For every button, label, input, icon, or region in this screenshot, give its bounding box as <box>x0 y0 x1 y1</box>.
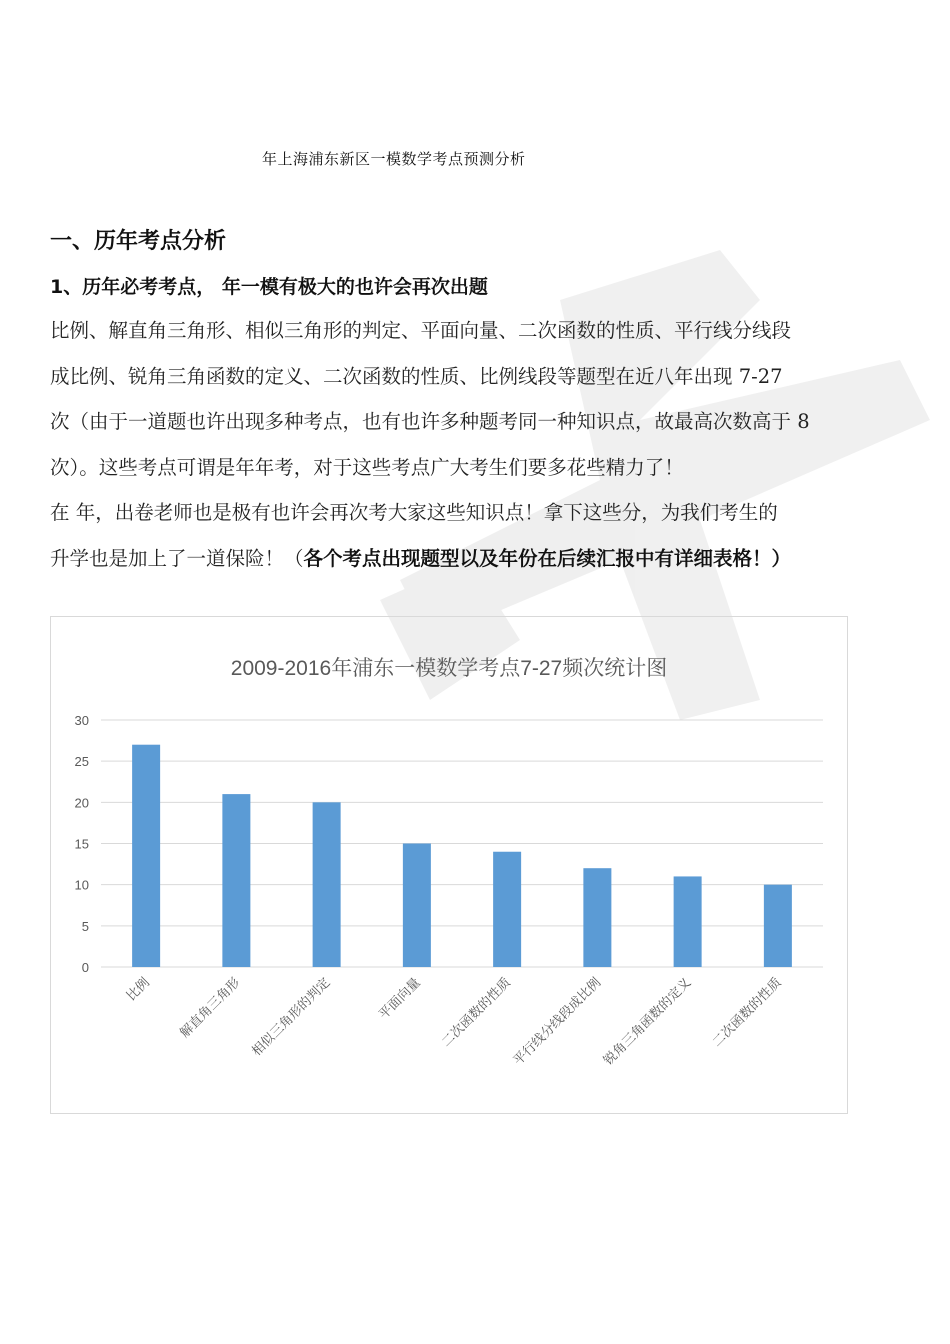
chart-svg <box>51 617 847 1113</box>
bar <box>403 844 431 968</box>
paragraph-exam-points <box>50 308 905 490</box>
paragraph-line: 成比例、锐角三角函数的定义、二次函数的性质、比例线段等题型在近八年出现 7-27 <box>50 364 783 388</box>
bar <box>222 794 250 967</box>
x-category-label: 解直角三角形 <box>177 975 244 1041</box>
x-category-label: 比例 <box>123 975 153 1005</box>
paragraph-line <box>50 536 905 582</box>
y-tick-label: 30 <box>74 713 89 728</box>
y-tick-label: 5 <box>81 918 89 934</box>
bar-chart <box>50 616 848 1114</box>
document-title: 年上海浦东新区一模数学考点预测分析 <box>262 150 526 168</box>
x-category-label: 锐角三角函数的定义 <box>601 975 695 1069</box>
bar <box>764 885 792 967</box>
y-tick-label: 20 <box>74 795 89 811</box>
x-category-label: 平行线分线段成比例 <box>510 975 605 1069</box>
section-heading: 一、历年考点分析 <box>50 229 227 254</box>
paragraph-line: 在 年，出卷老师也是极有也许会再次考大家这些知识点！拿下这些分，为我们考生的 <box>50 501 778 524</box>
x-category-label: 相似三角形的判定 <box>249 975 334 1060</box>
bar <box>132 745 160 967</box>
bar <box>493 852 521 967</box>
x-category-label: 二次函数的性质 <box>709 975 785 1051</box>
bold-note: 各个考点出现题型以及年份在后续汇报中有详细表格！） <box>303 546 792 570</box>
y-tick-label: 25 <box>74 754 89 770</box>
bar <box>674 876 702 967</box>
paragraph-text: 升学也是加上了一道保险！（ <box>50 546 304 570</box>
x-category-label: 平面向量 <box>376 975 424 1023</box>
y-tick-label: 10 <box>74 877 89 893</box>
y-tick-label: 0 <box>81 960 89 975</box>
paragraph-line: 次（由于一道题也许出现多种考点，也有也许多种题考同一种知识点，故最高次数高于 8 <box>50 410 810 433</box>
chart-title: 2009-2016年浦东一模数学考点7-27频次统计图 <box>230 657 668 680</box>
paragraph-teacher-note <box>50 490 905 581</box>
paragraph-line: 次）。这些考点可谓是年年考，对于这些考点广大考生们要多花些精力了！ <box>50 455 684 479</box>
subsection-heading: 1、历年必考考点， 年一模有极大的也许会再次出题 <box>50 276 488 298</box>
bar <box>313 802 341 967</box>
bar <box>583 868 611 967</box>
x-category-label: 二次函数的性质 <box>438 975 514 1051</box>
y-tick-label: 15 <box>74 836 89 852</box>
paragraph-line: 比例、解直角三角形、相似三角形的判定、平面向量、二次函数的性质、平行线分线段 <box>50 319 792 342</box>
